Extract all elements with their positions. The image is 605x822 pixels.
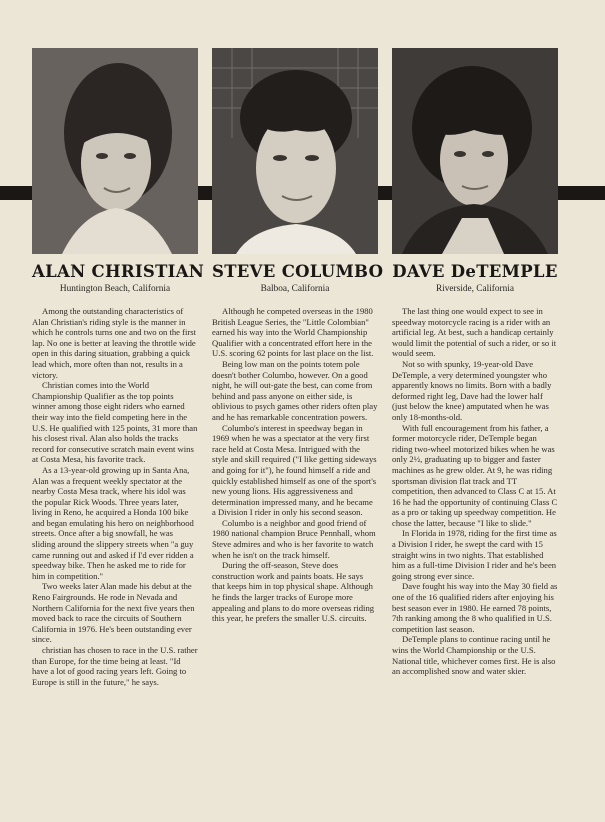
paragraph: Dave fought his way into the May 30 field as one of the 16 qualified riders after enjoying his best season ever in 1980. He earned 78 points, 7th ranking among the 8 who qualified in U.S. competition last season. [392, 581, 558, 634]
rider-location: Riverside, California [436, 284, 514, 294]
paragraph: In Florida in 1978, riding for the first time as a Division I rider, he swept the card with 15 straight wins in two nights. That established him as a full-time Division I rider and he's been going strong ever since. [392, 528, 557, 581]
rider-location: Balboa, California [260, 284, 330, 294]
paragraph: As a 13-year-old growing up in Santa Ana, Alan was a frequent weekly spectator at the nearby Costa Mesa track, where his idol was the popular Rick Woods. Three years later, living in Reno, he acquired a Honda 100 bike and began emulating his hero on neighborhood streets. Once after a big snowfall, he was sliding around the slippery streets when "a guy came running out and asked if I'd ever ridden a speedway bike. Then he asked me to ride for him in competition." [32, 464, 194, 581]
rider-photo [392, 48, 558, 254]
rider-photo [32, 48, 198, 254]
paragraph: DeTemple plans to continue racing until he wins the World Championship or the U.S. National title, whichever comes first. He is also an accomplished snow and water skier. [392, 634, 556, 677]
paragraph: The last thing one would expect to see in speedway motorcycle racing is a rider with an artificial leg. At best, such a handicap certainly would limit the potential of such a rider, or so it would seem. [392, 306, 557, 359]
paragraph: Two weeks later Alan made his debut at the Reno Fairgrounds. He rode in Nevada and Northern California for the next five years then moved back to race the circuits of Southern California in 1976. He's been outstanding ever since. [32, 581, 195, 645]
paragraph: Not so with spunky, 19-year-old Dave DeTemple, a very determined youngster who apparently knows no limits. Born with a badly deformed right leg, Dave had the lower half (just below the knee) amputated when he was only 18-months-old. [392, 358, 552, 422]
article-body [212, 306, 378, 624]
paragraph: Although he competed overseas in the 1980 British League Series, the "Little Colombian" earned his way into the World Championship Qualifier with a concentrated effort here in the U.S. scoring 62 points for last place on the list. [212, 306, 374, 359]
rider-name: STEVE COLUMBO [212, 262, 384, 281]
rider-name: DAVE DeTEMPLE [392, 262, 558, 281]
rider-column-alan-christian [32, 48, 205, 687]
paragraph: Being low man on the points totem pole doesn't bother Columbo, however. On a good night, he will out-gate the best, can come from behind and pass anyone on either side, is oblivious to psych games other riders often play and he has remarkable concentration powers. [212, 358, 378, 422]
rider-location: Huntington Beach, California [59, 284, 171, 294]
rider-column-steve-columbo [212, 48, 384, 624]
paragraph: Christian comes into the World Championship Qualifier as the top points winner among those eight riders who earned their way into the field competing here in the U.S. He qualified with 125 points, 31 more than his closest rival. Alan also holds the tracks record for consecutive scratch main event wins at Costa Mesa, his favorite track. [32, 380, 198, 465]
paragraph: christian has chosen to race in the U.S. rather than Europe, for the time being at least. "Id have a lot of good racing years left. Going to Europe is still in the future," he says. [32, 645, 198, 687]
rider-photo [212, 48, 378, 254]
rider-column-dave-detemple [392, 48, 558, 677]
paragraph: During the off-season, Steve does construction work and paints boats. He says that keeps him in top physical shape. Although he finds the larger tracks of Europe more appealing and plans to do more overseas riding this year, he prefers the smaller U.S. circuits. [212, 560, 375, 624]
paragraph: Among the outstanding characteristics of Alan Christian's riding style is the manner in which he controls turns one and two on the first lap. No one is better at leaving the throttle wide open in this daring situation, grabbing a quick lead which, more often than not, results in a victory. [32, 306, 196, 380]
rider-name: ALAN CHRISTIAN [32, 262, 205, 281]
article-body [392, 306, 558, 677]
paragraph: Columbo is a neighbor and good friend of 1980 national champion Bruce Pennhall, whom Steve admires and who is her favorite to watch when he isn't on the track himself. [212, 517, 376, 560]
article-body [32, 306, 198, 687]
paragraph: Columbo's interest in speedway began in 1969 when he was a spectator at the very first race held at Costa Mesa. Intrigued with the style and skill required ("I like getting sideways and going for it"), he found himself a ride and quickly established himself as one of the sport's new young lions. His aggressiveness and determination impressed many, and he became a Division I rider in only his second season. [212, 422, 377, 518]
paragraph: With full encouragement from his father, a former motorcycle rider, DeTemple began riding two-wheel motorized bikes when he was only 2½, graduating up to bigger and faster machines as he grew older. At 9, he was riding sportsman division flat track and TT competition, then advanced to Class C at 15. At 16 he had the opportunity of continuing Class C as a pro or taking up speedway competition. He chose the latter, because "I like to slide." [392, 422, 558, 528]
